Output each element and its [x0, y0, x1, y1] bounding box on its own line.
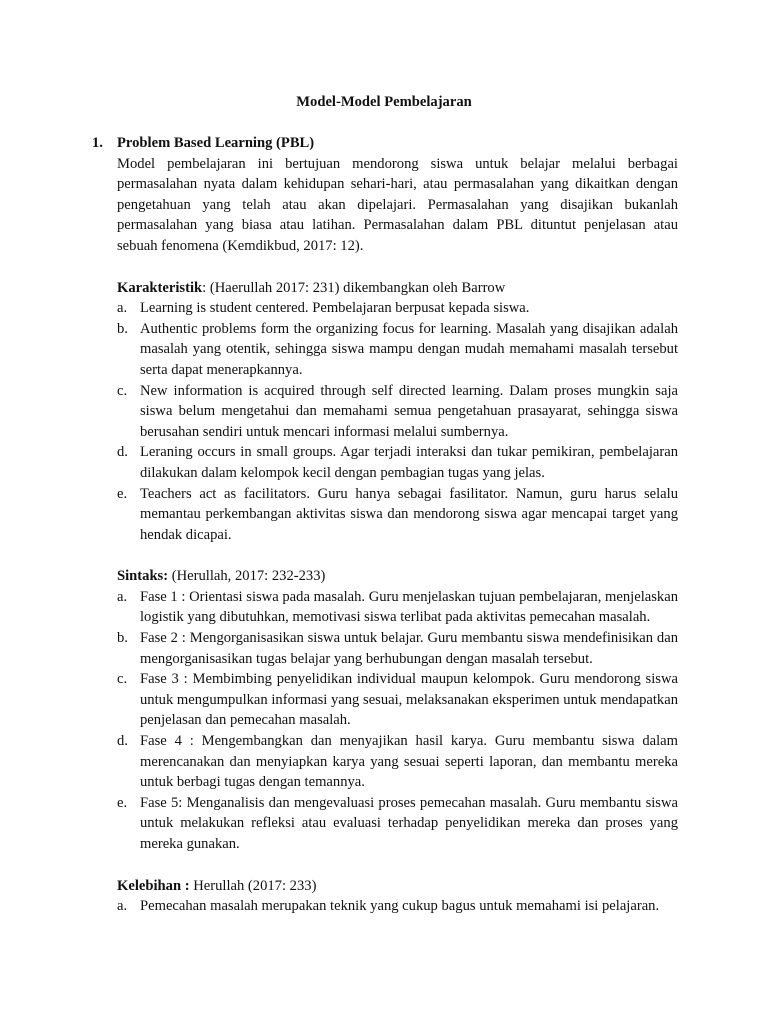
kelebihan-source: Herullah (2017: 233) [189, 877, 317, 894]
section-pbl [92, 133, 678, 917]
section-heading-text: Problem Based Learning (PBL) [117, 135, 315, 151]
list-item-text: New information is acquired through self directed learning. Dalam proses mungkin saja siswa belum mengetahui dan memahami semua pengetahuan prasayarat, sehingga siswa berusahan sendiri untuk mencari informasi melalui sumbernya. [140, 382, 678, 440]
list-item-text: Authentic problems form the organizing focus for learning. Masalah yang disajikan adalah masalah yang otentik, sehingga siswa mampu dengan mudah memahami masalah tersebut serta dapat menerapkannya. [140, 320, 678, 378]
sintaks-source: (Herullah, 2017: 232-233) [168, 568, 326, 585]
kelebihan-heading [117, 876, 678, 897]
karakteristik-source: : (Haerullah 2017: 231) dikembangkan oleh Barrow [202, 279, 506, 296]
list-marker: a. [117, 300, 128, 317]
list-item [117, 628, 678, 669]
list-item [117, 381, 678, 443]
list-item [117, 319, 678, 381]
list-item [117, 793, 678, 855]
karakteristik-label: Karakteristik [117, 279, 203, 296]
list-marker: a. [117, 898, 128, 915]
list-item [117, 731, 678, 793]
list-marker: a. [117, 588, 128, 605]
intro-paragraph: Model pembelajaran ini bertujuan mendorong siswa untuk belajar melalui berbagai permasalahan nyata dalam kehidupan sehari-hari, atau permasalahan yang dikaitkan dengan pengetahuan yang telah atau akan dipelajari. Permasalahan yang disajikan bukanlah permasalahan yang biasa atau latihan. Permasalahan dalam PBL dituntut penjelasan atau sebuah fenomena (Kemdikbud, 2017: 12). [117, 155, 678, 254]
karakteristik-list [117, 298, 678, 545]
sintaks-list [117, 587, 678, 855]
list-item-text: Fase 5: Menganalisis dan mengevaluasi proses pemecahan masalah. Guru membantu siswa untuk melakukan refleksi atau evaluasi terhadap penyelidikan mereka dan proses yang mereka gunakan. [140, 794, 678, 852]
list-item [117, 669, 678, 731]
list-marker: d. [117, 733, 128, 750]
list-marker: e. [117, 485, 128, 502]
list-item [117, 896, 678, 917]
list-marker: d. [117, 444, 128, 461]
kelebihan-label: Kelebihan : [117, 877, 190, 894]
list-item [117, 442, 678, 483]
list-marker: e. [117, 794, 128, 811]
list-marker: b. [117, 320, 128, 337]
list-item [117, 484, 678, 546]
section-heading [92, 133, 678, 154]
list-item-text: Learning is student centered. Pembelajaran berpusat kepada siswa. [140, 300, 530, 317]
sintaks-heading [117, 566, 678, 587]
list-item-text: Fase 1 : Orientasi siswa pada masalah. Guru menjelaskan tujuan pembelajaran, menjelaskan logistik yang dibutuhkan, memotivasi siswa terlibat pada aktivitas pemecahan masalah. [140, 588, 678, 626]
sintaks-label: Sintaks: [117, 568, 169, 585]
section-number: 1. [92, 135, 103, 151]
kelebihan-list [117, 896, 678, 917]
list-item-text: Pemecahan masalah merupakan teknik yang cukup bagus untuk memahami isi pelajaran. [140, 898, 660, 915]
list-marker: c. [117, 382, 128, 399]
page-title: Model-Model Pembelajaran [296, 94, 472, 110]
list-marker: c. [117, 671, 128, 688]
list-item [117, 587, 678, 628]
section-body [92, 154, 678, 917]
list-item-text: Leraning occurs in small groups. Agar terjadi interaksi dan tukar pemikiran, pembelajaran dilakukan dalam kelompok kecil dengan pembagian tugas yang jelas. [140, 444, 678, 481]
list-item-text: Fase 2 : Mengorganisasikan siswa untuk belajar. Guru membantu siswa mendefinisikan dan mengorganisasikan tugas belajar yang berhubungan dengan masalah tersebut. [140, 630, 678, 667]
list-item [117, 298, 678, 319]
karakteristik-heading [117, 278, 678, 299]
list-item-text: Fase 3 : Membimbing penyelidikan individual maupun kelompok. Guru mendorong siswa untuk mengumpulkan informasi yang sesuai, melaksanakan eksperimen untuk mendapatkan penjelasan dan pemecahan masalah. [140, 671, 678, 729]
list-marker: b. [117, 630, 128, 647]
list-item-text: Fase 4 : Mengembangkan dan menyajikan hasil karya. Guru membantu siswa dalam merencanakan dan menyiapkan karya yang sesuai seperti laporan, dan membantu mereka untuk berbagi tugas dengan temannya. [140, 733, 678, 791]
list-item-text: Teachers act as facilitators. Guru hanya sebagai fasilitator. Namun, guru harus selalu memantau perkembangan aktivitas siswa dan mendorong siswa agar mencapai target yang hendak dicapai. [140, 485, 678, 543]
